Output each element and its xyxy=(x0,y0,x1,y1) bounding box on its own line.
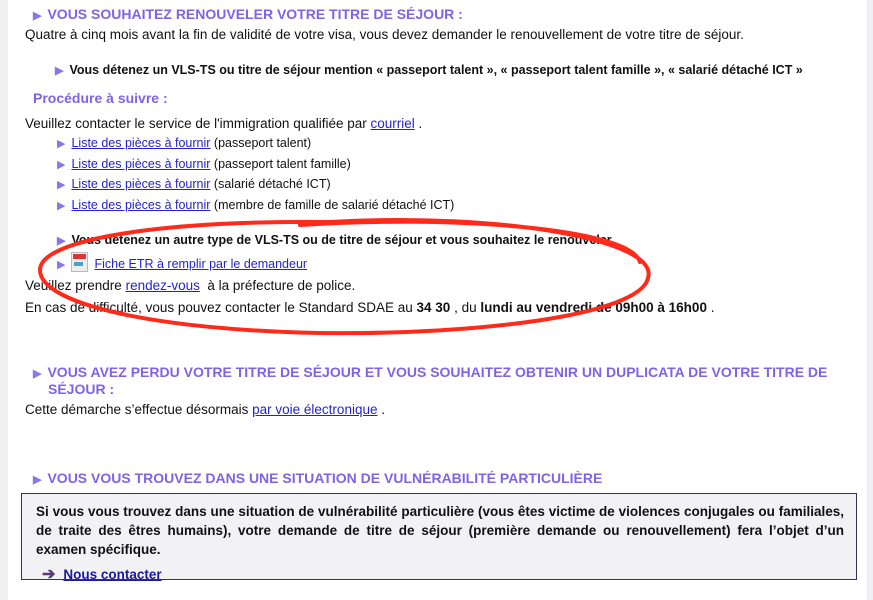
heading-text: VOUS VOUS TROUVEZ DANS UNE SITUATION DE VULNÉRABILITÉ PARTICULIÈRE xyxy=(47,470,603,486)
rendez-vous-link[interactable]: rendez-vous xyxy=(125,278,200,293)
contact-row xyxy=(42,564,856,584)
voie-electronique-link[interactable]: par voie électronique xyxy=(252,402,378,417)
diff-end: . xyxy=(710,300,715,315)
fiche-etr-link[interactable]: Fiche ETR à remplir par le demandeur xyxy=(94,257,308,271)
diff-text: En cas de difficulté, vous pouvez contacter le Standard SDAE au xyxy=(25,300,413,315)
rdv-text: Veuillez prendre xyxy=(25,278,122,293)
list-note: (membre de famille de salarié détaché ICT) xyxy=(213,198,455,212)
list-item xyxy=(57,136,311,150)
diff-text-mid: , du xyxy=(454,300,477,315)
triangle-icon: ▶ xyxy=(33,368,42,380)
list-note: (salarié détaché ICT) xyxy=(213,177,331,191)
pieces-link[interactable]: Liste des pièces à fournir xyxy=(71,198,211,212)
duplicate-end: . xyxy=(381,402,386,417)
triangle-icon: ▶ xyxy=(57,179,66,191)
triangle-icon: ▶ xyxy=(57,159,66,171)
triangle-icon: ▶ xyxy=(57,259,66,271)
section-heading-duplicate xyxy=(33,365,827,397)
rdv-text-end: à la préfecture de police. xyxy=(207,278,356,293)
vulnerability-box xyxy=(21,493,857,583)
list-note: (passeport talent famille) xyxy=(213,157,351,171)
bullet-vls-ts-talent xyxy=(55,63,803,77)
contact-text: Veuillez contacter le service de l'immigration qualifiée par xyxy=(25,116,367,131)
triangle-icon: ▶ xyxy=(57,200,66,212)
duplicate-text: Cette démarche s’effectue désormais xyxy=(25,402,249,417)
vulnerability-text: Si vous vous trouvez dans une situation de vulnérabilité particulière (vous êtes victime de violences conjugales ou familiales, de traite des êtres humains), votre demande de titre de séjour (première demande ou renouvellement) fera l’objet d’un examen spécifique. xyxy=(36,504,844,557)
left-gutter xyxy=(0,0,8,600)
list-item xyxy=(57,198,454,212)
pdf-icon xyxy=(71,252,88,272)
contact-line xyxy=(25,116,422,131)
right-gutter xyxy=(867,0,873,600)
procedure-heading: Procédure à suivre : xyxy=(33,90,168,106)
bullet-other-vls-ts xyxy=(57,233,612,247)
heading-text-line2: SÉJOUR : xyxy=(48,381,115,397)
courriel-link[interactable]: courriel xyxy=(370,116,415,131)
pieces-link[interactable]: Liste des pièces à fournir xyxy=(71,136,211,150)
difficulty-line xyxy=(25,300,714,315)
rdv-line xyxy=(25,278,355,293)
triangle-icon: ▶ xyxy=(55,65,64,77)
phone-number: 34 30 xyxy=(416,300,451,315)
opening-hours: lundi au vendredi de 09h00 à 16h00 xyxy=(480,300,707,315)
heading-text: VOUS AVEZ PERDU VOTRE TITRE DE SÉJOUR ET VOUS SOUHAITEZ OBTENIR UN DUPLICATA DE VOTRE TITRE DE xyxy=(47,364,828,380)
pieces-link[interactable]: Liste des pièces à fournir xyxy=(71,177,211,191)
section-heading-renew xyxy=(33,6,463,22)
list-item xyxy=(57,177,331,191)
heading-text: VOUS SOUHAITEZ RENOUVELER VOTRE TITRE DE SÉJOUR : xyxy=(47,6,463,22)
triangle-icon: ▶ xyxy=(33,10,42,22)
arrow-right-icon: ➔ xyxy=(42,566,56,583)
section-heading-vulnerability xyxy=(33,470,602,486)
triangle-icon: ▶ xyxy=(57,138,66,150)
list-note: (passeport talent) xyxy=(213,136,312,150)
triangle-icon: ▶ xyxy=(57,235,66,247)
pieces-link[interactable]: Liste des pièces à fournir xyxy=(71,157,211,171)
fiche-item xyxy=(57,252,307,272)
bullet-text: Vous détenez un VLS-TS ou titre de séjour mention « passeport talent », « passeport talent famille », « salarié détaché ICT » xyxy=(69,63,803,77)
triangle-icon: ▶ xyxy=(33,474,42,486)
intro-text: Quatre à cinq mois avant la fin de validité de votre visa, vous devez demander le renouvellement de votre titre de séjour. xyxy=(25,27,744,42)
duplicate-line xyxy=(25,402,385,417)
nous-contacter-link[interactable]: Nous contacter xyxy=(63,567,162,582)
bullet-text: Vous détenez un autre type de VLS-TS ou de titre de séjour et vous souhaitez le renouveler xyxy=(71,233,612,247)
list-item xyxy=(57,157,351,171)
contact-end: . xyxy=(418,116,423,131)
